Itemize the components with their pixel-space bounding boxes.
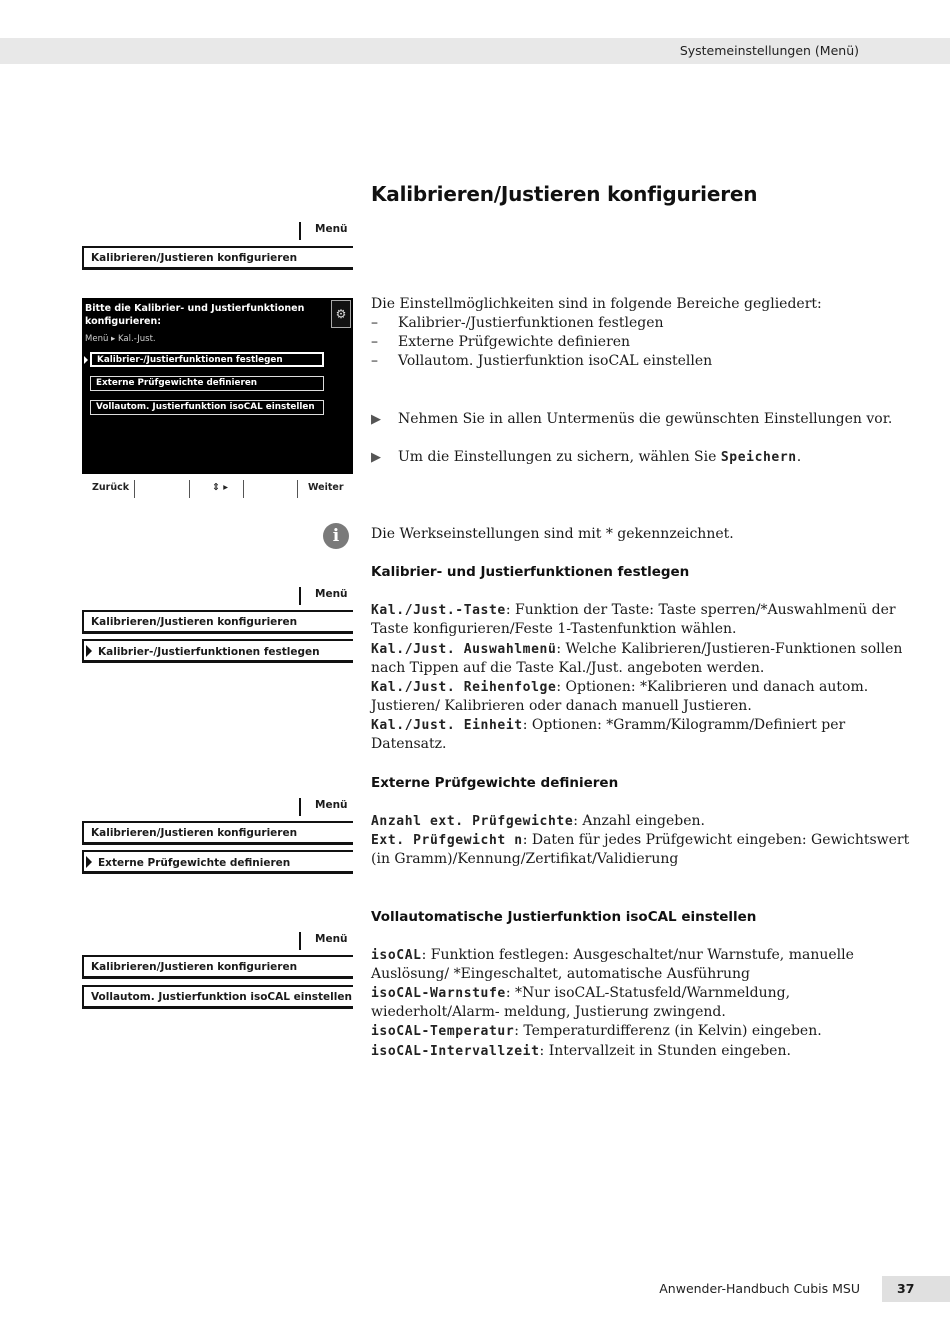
config-bar: Kalibrieren/Justieren konfigurieren: [82, 955, 353, 978]
next-softkey[interactable]: Weiter: [308, 482, 344, 493]
param-desc: isoCAL-Temperatur: Temperaturdifferenz (in Kelvin) eingeben.: [371, 1023, 822, 1039]
divider: [82, 661, 353, 663]
divider: [82, 632, 353, 634]
screen-option-2[interactable]: Externe Prüfgewichte definieren: [90, 376, 324, 391]
info-icon: i: [323, 523, 349, 549]
save-key-label: Speichern: [720, 450, 797, 465]
divider: [297, 480, 298, 498]
divider: [134, 480, 135, 498]
divider: [82, 872, 353, 874]
submenu-bar: Externe Prüfgewichte definieren: [82, 850, 353, 873]
param-desc: Ext. Prüfgewicht n: Daten für jedes Prüfgewicht eingeben: Gewichtswert (in Gramm)/Kennung/Zertifikat/Validierung: [371, 832, 910, 868]
screen-option-1[interactable]: Kalibrier-/Justierfunktionen festlegen: [90, 352, 324, 367]
screen-option-3[interactable]: Vollautom. Justierfunktion isoCAL einstellen: [90, 400, 324, 415]
settings-icon: ⚙: [331, 300, 351, 328]
device-screen: [82, 298, 353, 474]
divider: [189, 480, 190, 498]
header-section: Systemeinstellungen (Menü): [679, 43, 859, 58]
nav-softkey[interactable]: ⇕ ▸: [212, 482, 229, 493]
submenu-bar: Kalibrier-/Justierfunktionen festlegen: [82, 639, 353, 662]
screen-breadcrumb: Menü ▸ Kal.-Just.: [85, 334, 156, 344]
menu-tab: Menü: [299, 222, 353, 240]
param-desc: Kal./Just. Auswahlmenü: Welche Kalibrieren/Justieren-Funktionen sollen nach Tippen auf die Taste Kal./Just. angeboten werden.: [371, 641, 903, 677]
step: ▶ Um die Einstellungen zu sichern, wählen Sie Speichern.: [371, 448, 916, 467]
intro-lead: Die Einstellmöglichkeiten sind in folgende Bereiche gegliedert:: [371, 296, 822, 312]
running-header: [0, 38, 950, 64]
config-bar: Kalibrieren/Justieren konfigurieren: [82, 821, 353, 844]
param-desc: Anzahl ext. Prüfgewichte: Anzahl eingeben.: [371, 813, 705, 829]
selection-arrow-icon: [86, 645, 92, 657]
back-softkey[interactable]: Zurück: [92, 482, 130, 493]
play-arrow-icon: ▶: [371, 450, 381, 465]
section-heading: Externe Prüfgewichte definieren: [371, 775, 619, 791]
page-title: Kalibrieren/Justieren konfigurieren: [371, 182, 758, 206]
divider: [82, 843, 353, 845]
menu-tab: Menü: [299, 932, 353, 950]
submenu-bar: Vollautom. Justierfunktion isoCAL einstellen: [82, 985, 353, 1008]
section-heading: Vollautomatische Justierfunktion isoCAL einstellen: [371, 909, 757, 925]
config-bar: Kalibrieren/Justieren konfigurieren: [82, 610, 353, 633]
divider: [82, 977, 353, 979]
param-desc: isoCAL-Warnstufe: *Nur isoCAL-Statusfeld/Warnmeldung, wiederholt/Alarm- meldung, Justierung zwingend.: [371, 985, 791, 1021]
menu-tab: Menü: [299, 587, 353, 605]
factory-note: Die Werkseinstellungen sind mit * gekennzeichnet.: [371, 526, 734, 542]
param-desc: Kal./Just. Reihenfolge: Optionen: *Kalibrieren und danach autom. Justieren/ Kalibrieren oder danach manuell Justieren.: [371, 679, 869, 715]
step: ▶ Nehmen Sie in allen Untermenüs die gewünschten Einstellungen vor.: [371, 410, 916, 429]
intro-item: – Externe Prüfgewichte definieren: [371, 334, 631, 350]
divider: [82, 268, 353, 270]
selection-arrow-icon: [86, 856, 92, 868]
menu-tab: Menü: [299, 798, 353, 816]
footer-title: Anwender-Handbuch Cubis MSU: [659, 1281, 860, 1296]
config-bar: Kalibrieren/Justieren konfigurieren: [82, 246, 353, 269]
divider: [243, 480, 244, 498]
page-number: 37: [882, 1276, 950, 1302]
intro-item: – Vollautom. Justierfunktion isoCAL einstellen: [371, 353, 713, 369]
param-desc: Kal./Just.-Taste: Funktion der Taste: Taste sperren/*Auswahlmenü der Taste konfigurieren/Feste 1-Tastenfunktion wählen.: [371, 602, 896, 638]
screen-prompt: Bitte die Kalibrier- und Justierfunktionen konfigurieren:: [85, 303, 305, 327]
section-heading: Kalibrier- und Justierfunktionen festlegen: [371, 564, 690, 580]
param-desc: Kal./Just. Einheit: Optionen: *Gramm/Kilogramm/Definiert per Datensatz.: [371, 717, 846, 753]
param-desc: isoCAL: Funktion festlegen: Ausgeschaltet/nur Warnstufe, manuelle Auslösung/ *Eingeschaltet, automatische Ausführung: [371, 947, 854, 983]
divider: [82, 1007, 353, 1009]
selection-arrow-icon: [84, 356, 88, 364]
play-arrow-icon: ▶: [371, 412, 381, 427]
param-desc: isoCAL-Intervallzeit: Intervallzeit in Stunden eingeben.: [371, 1043, 791, 1059]
intro-item: – Kalibrier-/Justierfunktionen festlegen: [371, 315, 664, 331]
softkey-bar: [82, 478, 353, 500]
